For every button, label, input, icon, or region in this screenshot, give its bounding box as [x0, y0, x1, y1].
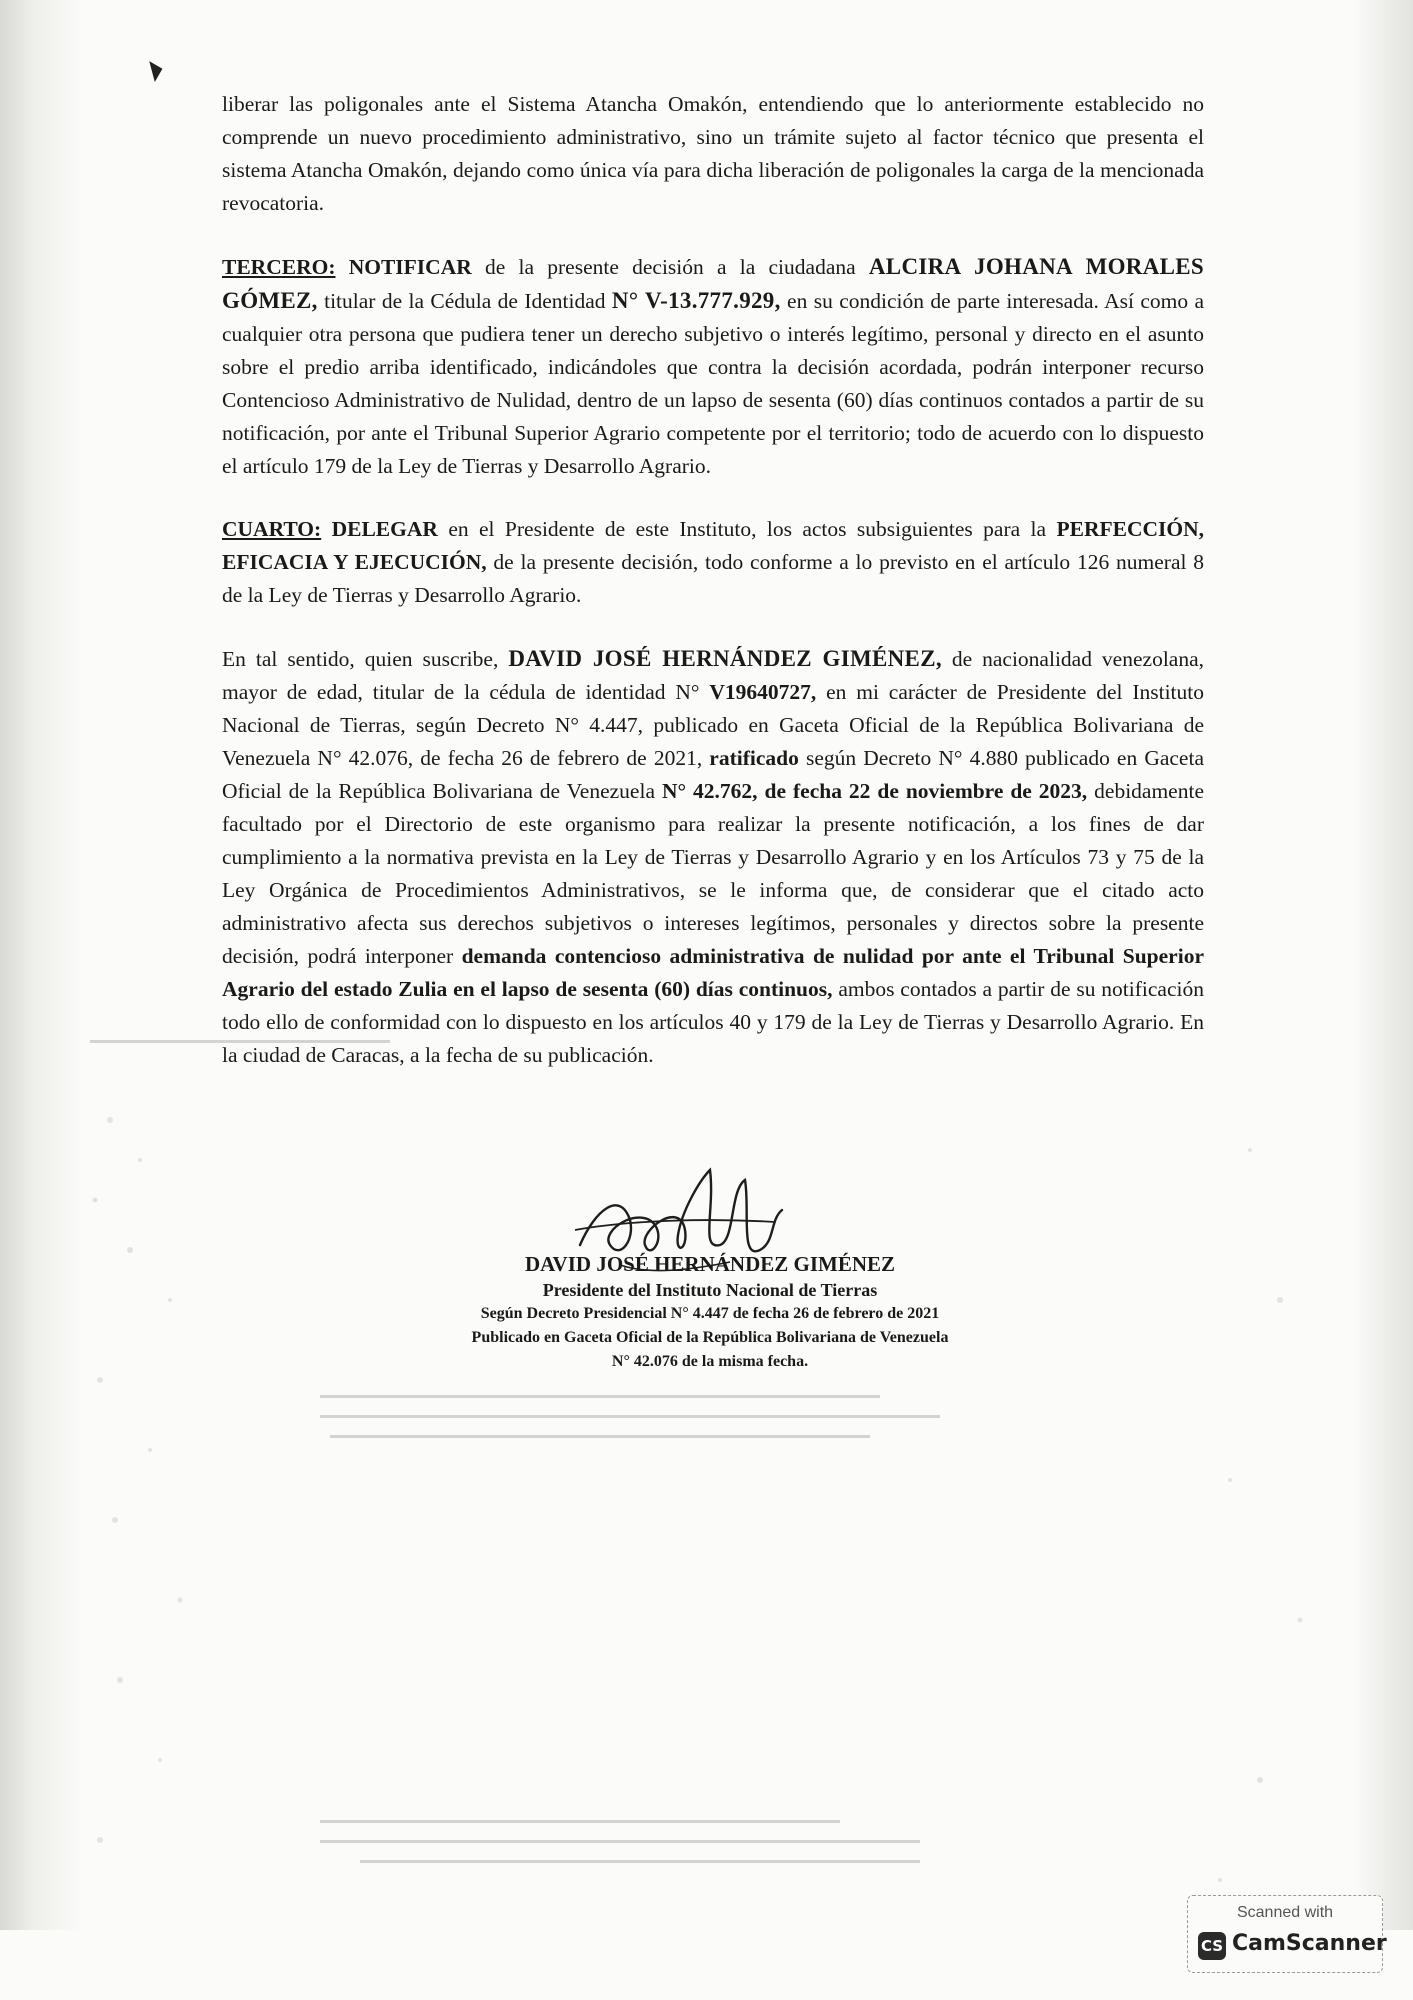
citizen-name: ALCIRA JOHANA MORALES GÓMEZ, — [222, 254, 1204, 313]
decree-line: Según Decreto Presidencial N° 4.447 de fecha 26 de febrero de 2021 — [480, 1305, 940, 1322]
corner-mark: ◥ — [140, 57, 165, 85]
signer-name: DAVID JOSÉ HERNÁNDEZ GIMÉNEZ — [524, 1252, 896, 1276]
action-notificar: NOTIFICAR — [348, 255, 472, 279]
action-delegar: DELEGAR — [331, 517, 438, 541]
gaceta-line: Publicado en Gaceta Oficial de la República Bolivariana de Venezuela — [471, 1329, 949, 1346]
paragraph-tercero: TERCERO: NOTIFICAR de la presente decisión a la ciudadana ALCIRA JOHANA MORALES GÓMEZ, titular de la Cédula de Identidad N° V-13.777.929, en su condición de parte interesada. Así como a cualquier otra persona que pudiera tener un derecho subjetivo o interés legítimo, personal y directo en el asunto sobre el predio arriba identificado, indicándoles que contra la decisión acordada, podrán interponer recurso Contencioso Administrativo de Nulidad, dentro de un lapso de sesenta (60) días continuos contados a partir de su notificación, por ante el Tribunal Superior Agrario competente por el territorio; todo de acuerdo con lo dispuesto el artículo 179 de la Ley de Tierras y Desarrollo Agrario. — [222, 254, 1205, 478]
paragraph-cuarto: CUARTO: DELEGAR en el Presidente de este Instituto, los actos subsiguientes para la PERFECCIÓN, EFICACIA Y EJECUCIÓN, de la presente decisión, todo conforme a lo previsto en el artículo 126 numeral 8 de la Ley de Tierras y Desarrollo Agrario. — [222, 517, 1205, 607]
gaceta-number-line: N° 42.076 de la misma fecha. — [611, 1353, 809, 1370]
paragraph-notificacion: En tal sentido, quien suscribe, DAVID JOSÉ HERNÁNDEZ GIMÉNEZ, de nacionalidad venezolana, mayor de edad, titular de la cédula de identidad N° V19640727, en mi carácter de Presidente del Instituto Nacional de Tierras, según Decreto N° 4.447, publicado en Gaceta Oficial de la República Bolivariana de Venezuela N° 42.076, de fecha 26 de febrero de 2021, ratificado según Decreto N° 4.880 publicado en Gaceta Oficial de la República Bolivariana de Venezuela N° 42.762, de fecha 22 de noviembre de 2023, debidamente facultado por el Directorio de este organismo para realizar la presente notificación, a los fines de dar cumplimiento a la normativa prevista en la Ley de Tierras y Desarrollo Agrario y en los Artículos 73 y 75 de la Ley Orgánica de Procedimientos Administrativos, se le informa que, de considerar que el citado acto administrativo afecta sus derechos subjetivos o intereses legítimos, personales y directos sobre la presente decisión, podrá interponer demanda contencioso administrativa de nulidad por ante el Tribunal Superior Agrario del estado Zulia en el lapso de sesenta (60) días continuos, ambos contados a partir de su notificación todo ello de conformidad con lo dispuesto en los artículos 40 y 179 de la Ley de Tierras y Desarrollo Agrario. En la ciudad de Caracas, a la fecha de su publicación. — [222, 646, 1204, 1067]
scan-shadow-right — [1353, 0, 1413, 1930]
signer-title: Presidente del Instituto Nacional de Tierras — [542, 1280, 878, 1300]
perfeccion-text: PERFECCIÓN, EFICACIA Y EJECUCIÓN, — [222, 517, 1205, 574]
signature-block — [400, 1250, 1020, 1374]
camscanner-logo-icon: CS — [1198, 1932, 1226, 1960]
heading-tercero: TERCERO: — [222, 255, 336, 279]
document-body — [222, 88, 1204, 1102]
camscanner-watermark: Scanned with CS CamScanner — [1187, 1895, 1383, 1973]
scan-shadow-left — [0, 0, 82, 1930]
citizen-id: N° V-13.777.929, — [611, 288, 781, 313]
heading-cuarto: CUARTO: — [222, 517, 322, 541]
paragraph-continuation: liberar las poligonales ante el Sistema Atancha Omakón, entendiendo que lo anteriormente establecido no comprende un nuevo procedimiento administrativo, sino un trámite sujeto al factor técnico que presenta el sistema Atancha Omakón, dejando como única vía para dicha liberación de poligonales la carga de la mencionada revocatoria. — [222, 92, 1204, 215]
signer-name-inline: DAVID JOSÉ HERNÁNDEZ GIMÉNEZ, — [508, 646, 942, 671]
signer-id: V19640727, — [709, 680, 817, 704]
